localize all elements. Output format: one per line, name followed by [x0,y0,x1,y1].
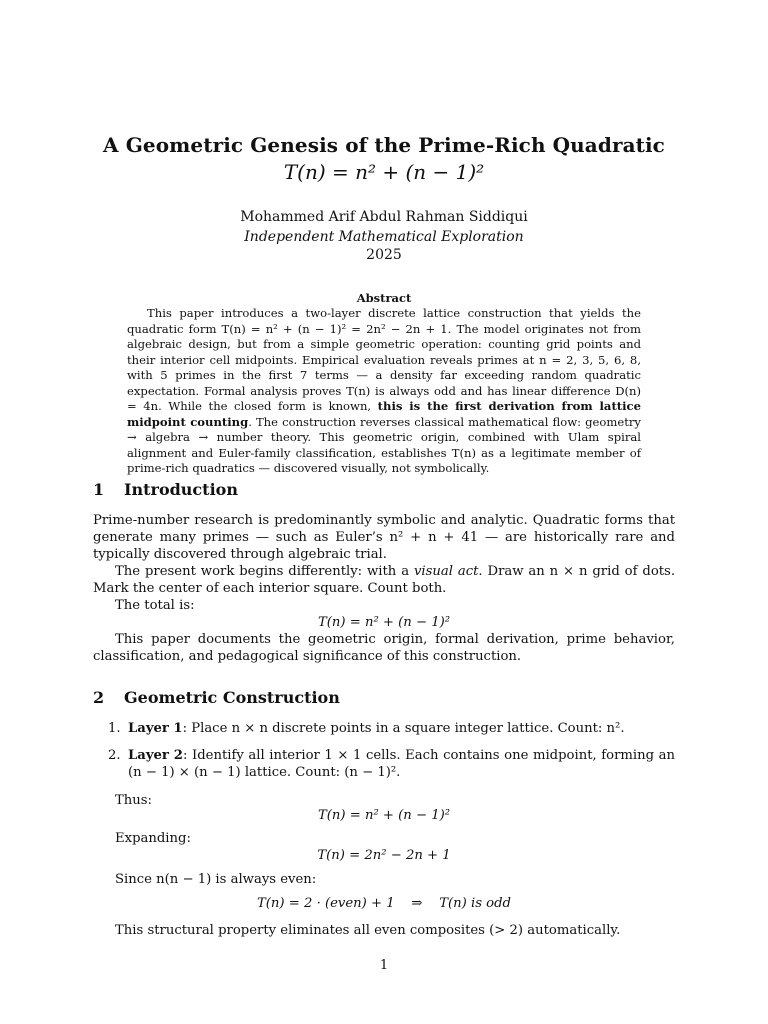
publication-year: 2025 [366,247,402,263]
page-number: 1 [379,958,389,973]
since-text: Since n(n − 1) is always even: [115,872,317,887]
section-title: Geometric Construction [124,688,340,707]
equation-odd: T(n) = 2 · (even) + 1 ⇒ T(n) is odd [256,896,511,911]
intro-equation: T(n) = n² + (n − 1)² [317,615,451,630]
paper-title: A Geometric Genesis of the Prime-Rich Quadratic [103,133,665,157]
construction-list [108,720,675,791]
closing-text: This structural property eliminates all even composites (> 2) automatically. [115,923,621,938]
title-formula: T(n) = n² + (n − 1)² [283,160,485,184]
list-item-text: : Place n × n discrete points in a square integer lattice. Count: n². [182,721,625,736]
intro-paragraph-1: Prime-number research is predominantly symbolic and analytic. Quadratic forms that generate many primes — such as Euler’s n² + n + 41 — are historically rare and typically discovered through algebraic trial. [93,513,675,562]
section-title: Introduction [124,480,238,499]
thus-text: Thus: [115,793,152,808]
list-item-text: : Identify all interior 1 × 1 cells. Each contains one midpoint, forming an (n − 1) × (n − 1) lattice. Count: (n − 1)². [128,748,675,780]
abstract-bold-claim: this is the first derivation from lattice midpoint counting [127,399,641,429]
equation-expanded: T(n) = 2n² − 2n + 1 [317,848,451,863]
expanding-text: Expanding: [115,831,191,846]
list-item-label: Layer 2 [128,748,183,763]
list-item [108,720,675,737]
list-item-number: 1. [108,721,121,736]
section-1-body [93,512,675,665]
abstract-text-1: This paper introduces a two-layer discrete lattice construction that yields the quadratic form T(n) = n² + (n − 1)² = 2n² − 2n + 1. The model originates not from algebraic design, but from a simple geometric operation: counting grid points and their interior cell midpoints. Empirical evaluation reveals primes at n = 2, 3, 5, 6, 8, with 5 primes in the first 7 terms — a density far exceeding random quadratic expectation. Formal analysis proves T(n) is always odd and has linear difference D(n) = 4n. While the closed form is known, [127,306,641,413]
list-item-number: 2. [108,748,121,763]
abstract-text-2: . The construction reverses classical mathematical flow: geometry → algebra → number theory. This geometric origin, combined with Ulam spiral alignment and Euler-family classification, establishes T(n) as a legitimate member of prime-rich quadratics — discovered visually, not symbolically. [127,414,641,475]
section-number: 2 [93,688,105,707]
intro-paragraph-4: This paper documents the geometric origin, formal derivation, prime behavior, classification, and pedagogical significance of this construction. [93,632,675,664]
equation-sum: T(n) = n² + (n − 1)² [317,808,451,823]
list-item-label: Layer 1 [128,721,183,736]
author-affiliation: Independent Mathematical Exploration [244,229,524,245]
intro-p2-end: . Draw an n × n grid of dots. Mark the center of each interior square. Count both. [93,564,676,596]
section-1-heading [93,480,238,499]
intro-paragraph-2 [93,563,675,597]
abstract-heading: Abstract [356,291,412,305]
intro-p2-start: The present work begins differently: with a [115,564,414,579]
section-2-heading [93,688,340,707]
list-item [108,747,675,781]
abstract-body [127,306,641,477]
section-number: 1 [93,480,105,499]
author-name: Mohammed Arif Abdul Rahman Siddiqui [240,209,528,225]
intro-paragraph-3: The total is: [115,598,195,613]
intro-p2-emphasis: visual act [413,564,479,579]
